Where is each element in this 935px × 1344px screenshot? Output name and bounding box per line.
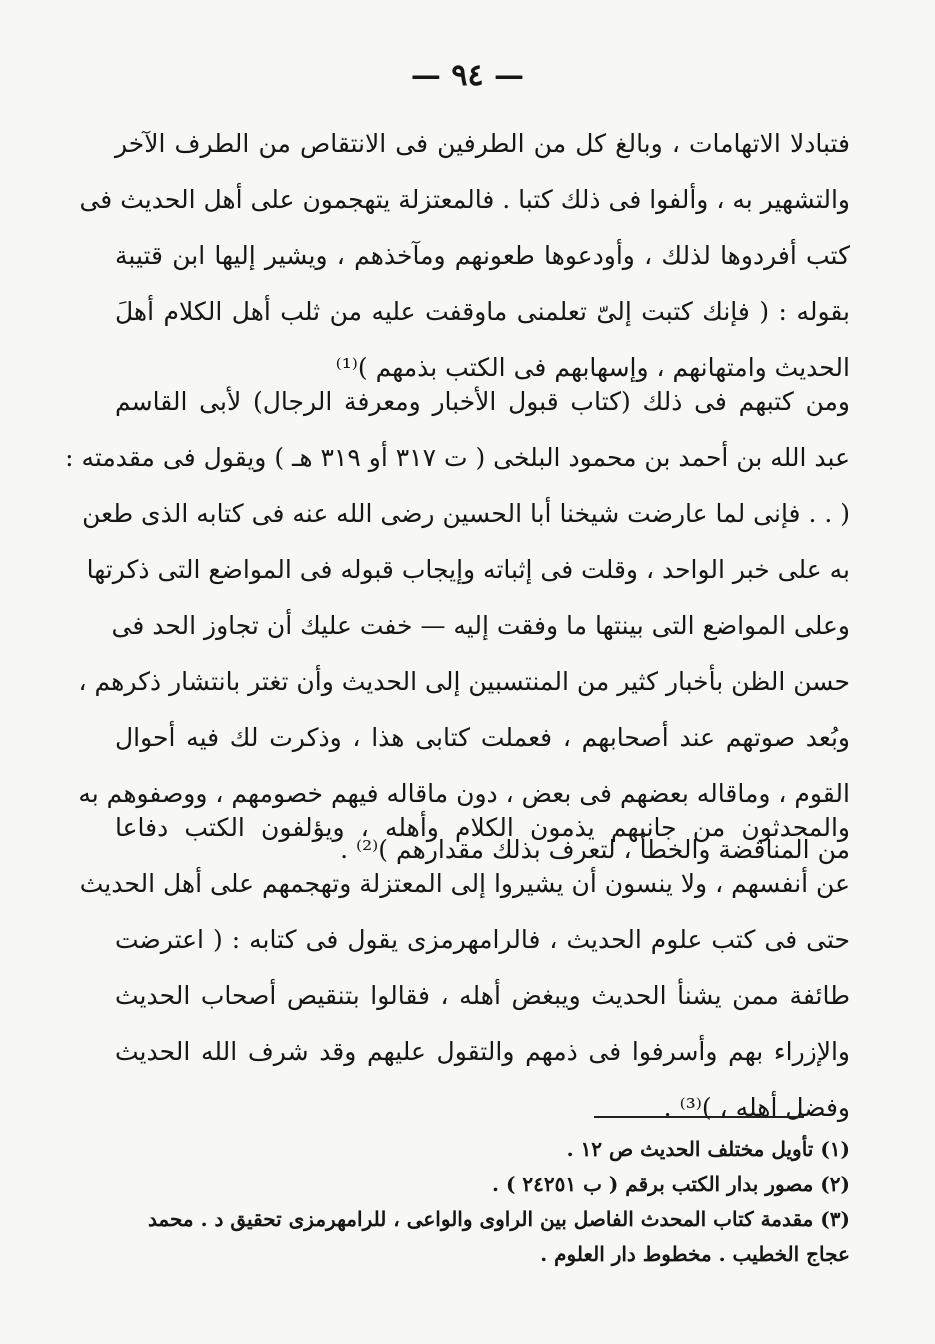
text-line: ( . . فإنى لما عارضت شيخنا أبا الحسين رضى الله عنه فى كتابه الذى طعن	[82, 499, 850, 528]
footnote-divider	[594, 1116, 804, 1118]
text-line: وعلى المواضع التى بينتها ما وفقت إليه — خفت عليك أن تجاوز الحد فى	[111, 611, 850, 640]
paragraph-1	[79, 116, 850, 396]
page-number: — ٩٤ —	[410, 58, 525, 93]
text-line: فتبادلا الاتهامات ، وبالغ كل من الطرفين فى الانتقاص من الطرف الآخر	[115, 129, 850, 158]
footnote-3-continued: عجاج الخطيب . مخطوط دار العلوم .	[540, 1242, 850, 1266]
footnotes	[115, 1132, 850, 1272]
text-line: عن أنفسهم ، ولا ينسون أن يشيروا إلى المعتزلة وتهجمهم على أهل الحديث	[79, 869, 850, 898]
footnote-2: (٢) مصور بدار الكتب برقم ( ب ٢٤٢٥١ ) .	[492, 1172, 850, 1196]
text-line: الحديث وامتهانهم ، وإسهابهم فى الكتب بذمهم )⁽¹⁾	[335, 353, 850, 382]
paragraph-3	[79, 800, 850, 1136]
text-line: ومن كتبهم فى ذلك (كتاب قبول الأخبار ومعرفة الرجال) لأبى القاسم	[115, 387, 850, 416]
text-line: بقوله : ( فإنك كتبت إلىّ تعلمنى ماوقفت عليه من ثلب أهل الكلام أهلَ	[115, 297, 850, 326]
text-line: والإزراء بهم وأسرفوا فى ذمهم والتقول عليهم وقد شرف الله الحديث	[115, 1037, 850, 1066]
footnote-1: (١) تأويل مختلف الحديث ص ١٢ .	[566, 1137, 850, 1161]
footnote-3: (٣) مقدمة كتاب المحدث الفاصل بين الراوى والواعى ، للرامهرمزى تحقيق د . محمد	[147, 1207, 850, 1231]
text-line: وفضل أهله ، )⁽³⁾ .	[663, 1093, 850, 1122]
text-line: القوم ، وماقاله بعضهم فى بعض ، دون ماقاله فيهم خصومهم ، ووصفوهم به	[78, 779, 850, 808]
text-line: والتشهير به ، وألفوا فى ذلك كتبا . فالمعتزلة يتهجمون على أهل الحديث فى	[79, 185, 850, 214]
text-line: حسن الظن بأخبار كثير من المنتسبين إلى الحديث وأن تغتر بانتشار ذكرهم ،	[78, 667, 850, 696]
text-line: وبُعد صوتهم عند أصحابهم ، فعملت كتابى هذا ، وذكرت لك فيه أحوال	[115, 723, 850, 752]
text-line: والمحدثون من جانبهم يذمون الكلام وأهله ، ويؤلفون الكتب دفاعا	[115, 813, 850, 842]
text-line: عبد الله بن أحمد بن محمود البلخى ( ت ٣١٧ أو ٣١٩ هـ ) ويقول فى مقدمته :	[65, 443, 850, 472]
text-line: من المناقضة والخطأ ، لتعرف بذلك مقدارهم )⁽²⁾ .	[340, 835, 850, 864]
text-line: كتب أفردوها لذلك ، وأودعوها طعونهم ومآخذهم ، ويشير إليها ابن قتيبة	[115, 241, 850, 270]
text-line: حتى فى كتب علوم الحديث ، فالرامهرمزى يقول فى كتابه : ( اعترضت	[115, 925, 850, 954]
text-line: طائفة ممن يشنأ الحديث ويبغض أهله ، فقالوا بتنقيص أصحاب الحديث	[115, 981, 850, 1010]
text-line: به على خبر الواحد ، وقلت فى إثباته وإيجاب قبوله فى المواضع التى ذكرتها	[86, 555, 850, 584]
